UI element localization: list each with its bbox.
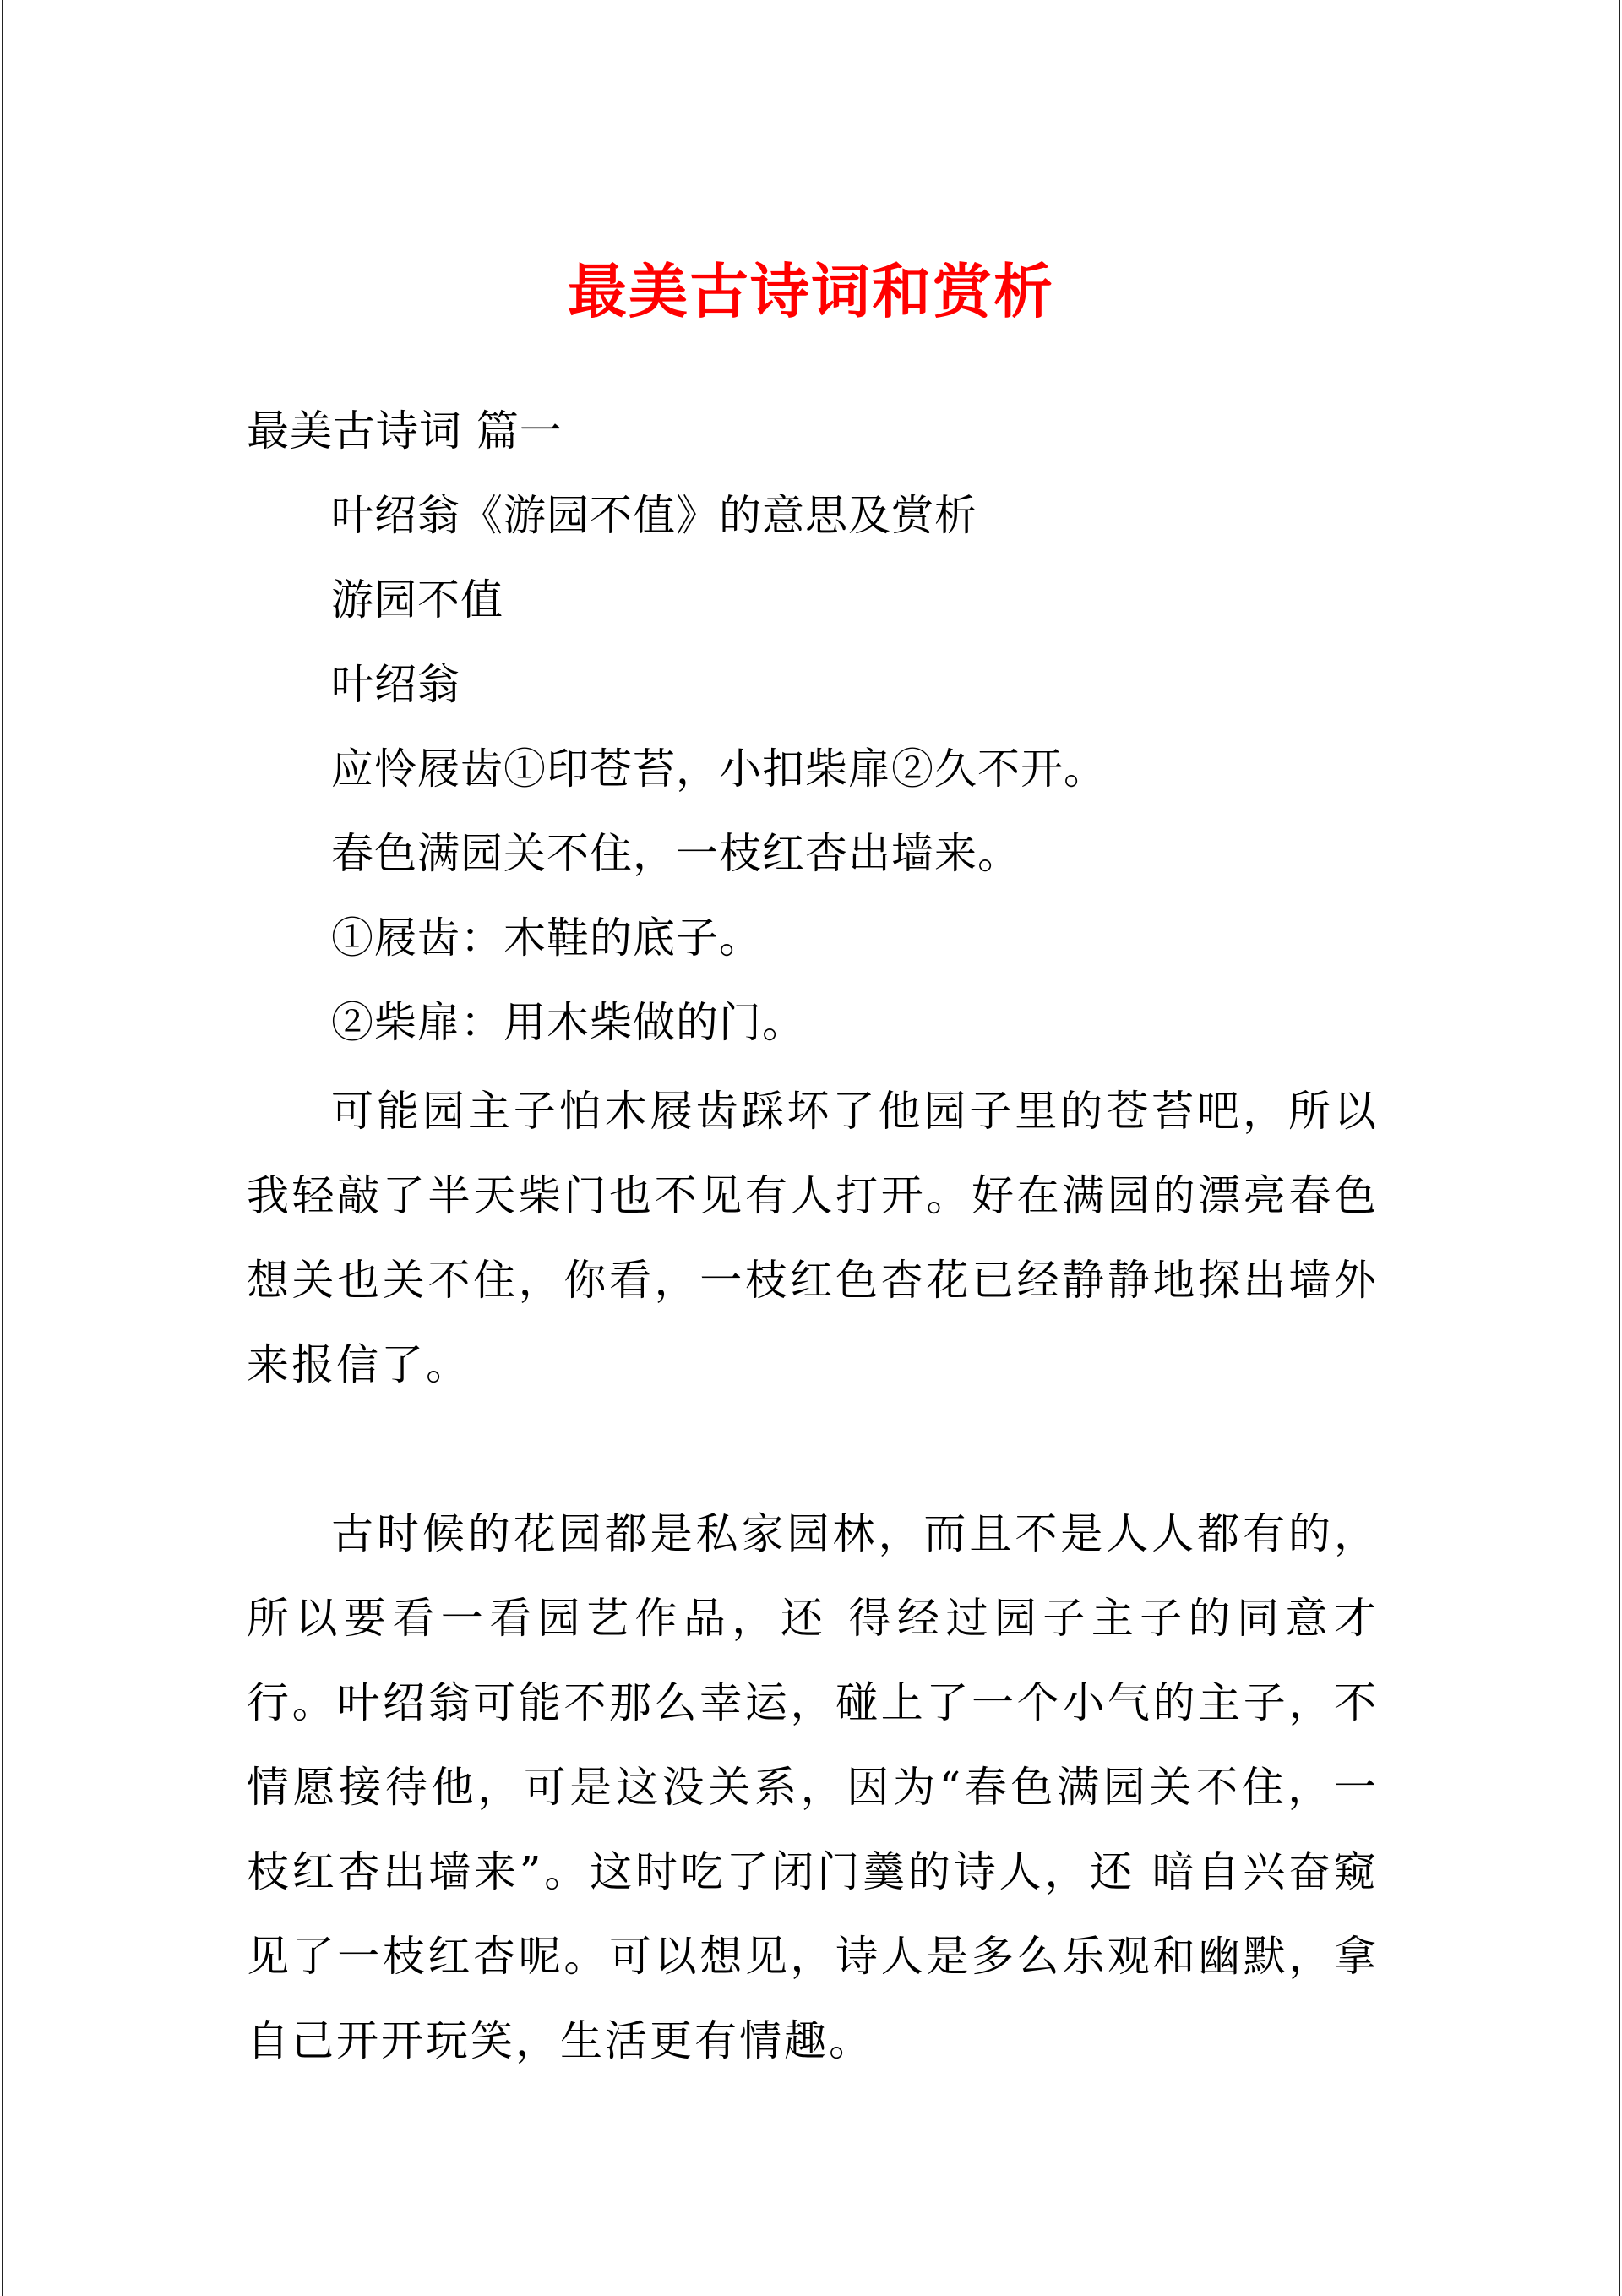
section-heading: 最美古诗词 篇一 (247, 406, 563, 455)
poem-line-2: 春色满园关不住，一枝红杏出墙来。 (331, 829, 1021, 878)
page-border-left (2, 0, 3, 2296)
poem-author: 叶绍翁 (331, 660, 460, 709)
document-title: 最美古诗词和赏析 (568, 256, 1054, 326)
page-border-right (1619, 0, 1620, 2296)
paragraph-appreciation: 古时候的花园都是私家园林，而且不是人人都有的，所以要看一看园艺作品，还 得经过园子主子的同意才行。叶绍翁可能不那么幸运，碰上了一个小气的主子，不情愿接待他，可是这没关系，因为“春色满园关不住，一枝红杏出墙来”。这时吃了闭门羹的诗人，还 暗自兴奋窥见了一枝红杏呢。可以想见，诗人是多么乐观和幽默，拿自己开开玩笑，生活更有情趣。 (247, 1509, 1379, 2065)
note-1: ①屐齿：木鞋的底子。 (331, 913, 762, 963)
note-2: ②柴扉：用木柴做的门。 (331, 998, 805, 1047)
poem-subheading: 叶绍翁《游园不值》的意思及赏析 (331, 491, 977, 540)
paragraph-translation: 可能园主子怕木屐齿踩坏了他园子里的苍苔吧，所以我轻敲了半天柴门也不见有人打开。好在满园的漂亮春色想关也关不住，你看，一枝红色杏花已经静静地探出墙外来报信了。 (247, 1087, 1379, 1389)
poem-line-1: 应怜屐齿①印苍苔，小扣柴扉②久不开。 (331, 744, 1107, 794)
poem-title: 游园不值 (331, 575, 503, 624)
